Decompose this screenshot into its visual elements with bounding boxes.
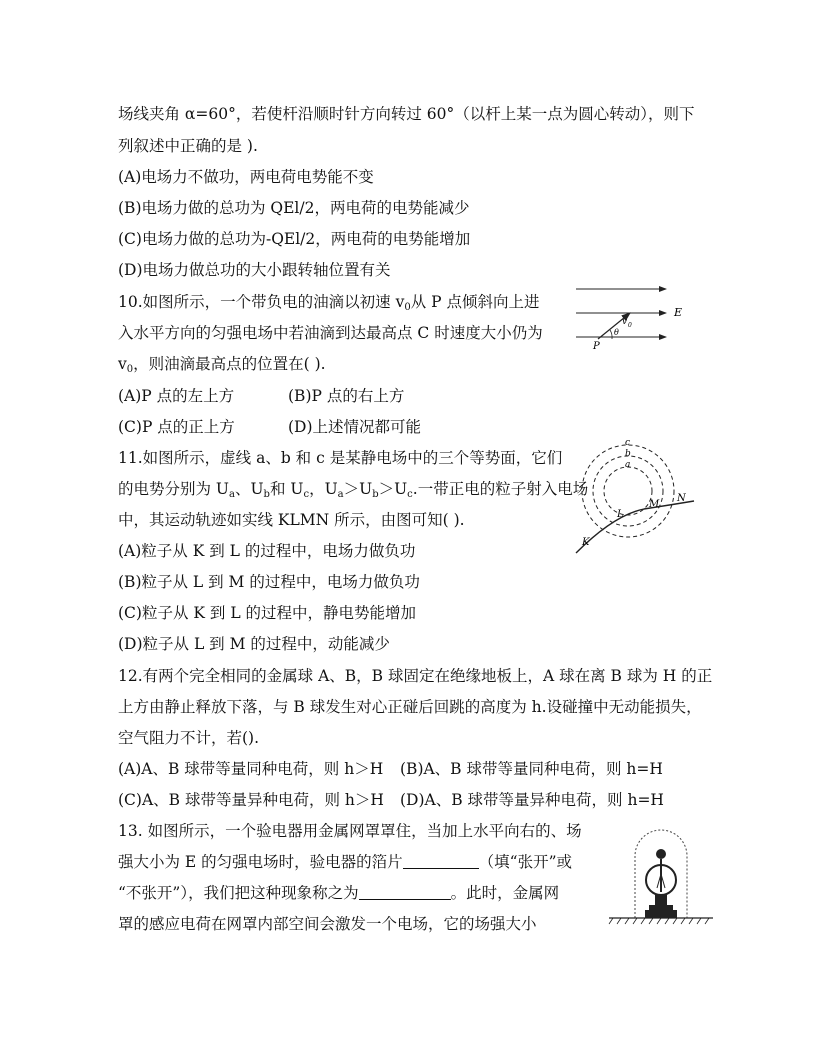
electroscope-base	[649, 905, 673, 910]
q11-option-d: (D)粒子从 L 到 M 的过程中，动能减少	[118, 635, 390, 653]
q9-stem-line-2: 列叙述中正确的是 ).	[118, 137, 258, 155]
label-c: c	[625, 438, 631, 448]
label-a: a	[625, 460, 631, 470]
q10-option-a: (A)P 点的左上方	[118, 387, 235, 405]
sub-a: a	[337, 489, 344, 500]
q13-stem-line-1: 13. 如图所示，一个验电器用金属网罩罩住，当加上水平向右的、场	[118, 822, 582, 840]
q10-stem-text-c: ，则油滴最高点的位置在( ).	[133, 355, 326, 373]
label-k: K	[582, 537, 590, 548]
q13-stem-line-3	[118, 883, 559, 903]
v0-label-sub: 0	[628, 322, 632, 329]
q9-option-b: (B)电场力做的总功为 QEl/2，两电荷的电势能减少	[118, 199, 470, 217]
q12-stem-line-1: 12.有两个完全相同的金属球 A、B，B 球固定在绝缘地板上，A 球在离 B 球为 H 的正	[118, 667, 713, 685]
q10-stem-line-1	[118, 292, 540, 318]
q9-option-a: (A)电场力不做功，两电荷电势能不变	[118, 168, 374, 186]
v0-label: v	[622, 317, 628, 327]
q11-option-a: (A)粒子从 K 到 L 的过程中，电场力做负功	[118, 542, 416, 560]
q11-option-b: (B)粒子从 L 到 M 的过程中，电场力做负功	[118, 573, 420, 591]
label-b: b	[625, 449, 631, 459]
q10-option-b: (B)P 点的右上方	[288, 387, 405, 405]
angle-arc	[610, 330, 612, 339]
q11-text: .一带正电的粒子射入电场	[412, 480, 589, 498]
label-l: L	[617, 509, 624, 520]
q13-stem-line-2	[118, 852, 572, 872]
equipotential-a	[604, 467, 652, 515]
electroscope-base-plate	[645, 910, 677, 918]
point-p-label: P	[593, 341, 600, 352]
label-m: M	[649, 499, 660, 510]
label-n: N	[677, 493, 686, 504]
answer-blank-2[interactable]	[359, 884, 451, 900]
q13-text: （填“张开”或	[478, 853, 573, 871]
q10-stem-line-3	[118, 354, 326, 380]
q11-equipotential-figure	[570, 435, 700, 560]
q13-stem-line-4: 罩的感应电荷在网罩内部空间会激发一个电场，它的场强大小	[118, 915, 537, 933]
q11-text: ，U	[309, 480, 338, 498]
q12-stem-line-2: 上方由静止释放下落，与 B 球发生对心正碰后回跳的高度为 h.设碰撞中无动能损失，	[118, 698, 702, 716]
sub-c: c	[407, 489, 413, 500]
q12-option-a: (A)A、B 球带等量同种电荷，则 h＞H	[118, 760, 384, 778]
theta-label: θ	[614, 328, 619, 337]
trajectory-klmn	[576, 501, 694, 553]
q10-stem-text-a: 10.如图所示，一个带负电的油滴以初速 v	[118, 293, 405, 311]
q11-text: 和 U	[269, 480, 304, 498]
q11-text: 、U	[234, 480, 264, 498]
q10-v0-subscript: 0	[404, 302, 411, 313]
q9-stem-line-1: 场线夹角 α=60°，若使杆沿顺时针方向转过 60°（以杆上某一点为圆心转动），则下	[118, 105, 695, 123]
sub-b: b	[263, 489, 270, 500]
q11-text: 的电势分别为 U	[118, 480, 229, 498]
q10-option-c: (C)P 点的正上方	[118, 418, 235, 436]
q11-text: ＞U	[378, 480, 408, 498]
ground-hatch	[609, 918, 709, 924]
q11-stem-line-2	[118, 479, 588, 505]
q11-stem-line-1: 11.如图所示，虚线 a、b 和 c 是某静电场中的三个等势面，它们	[118, 449, 563, 467]
field-label-e: E	[674, 306, 683, 319]
q13-electroscope-figure	[605, 818, 717, 930]
q10-stem-line-2: 入水平方向的匀强电场中若油滴到达最高点 C 时速度大小仍为	[118, 324, 543, 342]
q12-option-d: (D)A、B 球带等量异种电荷，则 h=H	[400, 791, 664, 809]
q10-v0-subscript-2: 0	[126, 364, 134, 375]
sub-b: b	[372, 489, 379, 500]
q10-v0-text: v	[118, 355, 127, 373]
q13-text: 。此时，金属网	[450, 884, 560, 902]
sub-a: a	[229, 489, 235, 500]
q10-electric-field-figure	[570, 283, 690, 353]
q9-option-c: (C)电场力做的总功为-QEl/2，两电荷的电势能增加	[118, 230, 471, 248]
q11-text: ＞U	[343, 480, 373, 498]
q10-option-d: (D)上述情况都可能	[288, 418, 422, 436]
electroscope-knob	[656, 849, 666, 859]
q13-text: 强大小为 E 的匀强电场时，验电器的箔片	[118, 853, 403, 871]
q12-option-b: (B)A、B 球带等量同种电荷，则 h=H	[400, 760, 663, 778]
q12-stem-line-3: 空气阻力不计，若().	[118, 729, 260, 747]
q12-option-c: (C)A、B 球带等量异种电荷，则 h＞H	[118, 791, 384, 809]
q11-option-c: (C)粒子从 K 到 L 的过程中，静电势能增加	[118, 604, 417, 622]
q13-text: “不张开”），我们把这种现象称之为	[118, 884, 359, 902]
electroscope-stem	[655, 895, 667, 905]
answer-blank-1[interactable]	[403, 853, 479, 869]
q10-stem-text-b: 从 P 点倾斜向上进	[410, 293, 540, 311]
q11-stem-line-3: 中，其运动轨迹如实线 KLMN 所示，由图可知( ).	[118, 511, 465, 529]
sub-c: c	[303, 489, 310, 500]
q9-option-d: (D)电场力做总功的大小跟转轴位置有关	[118, 261, 391, 279]
